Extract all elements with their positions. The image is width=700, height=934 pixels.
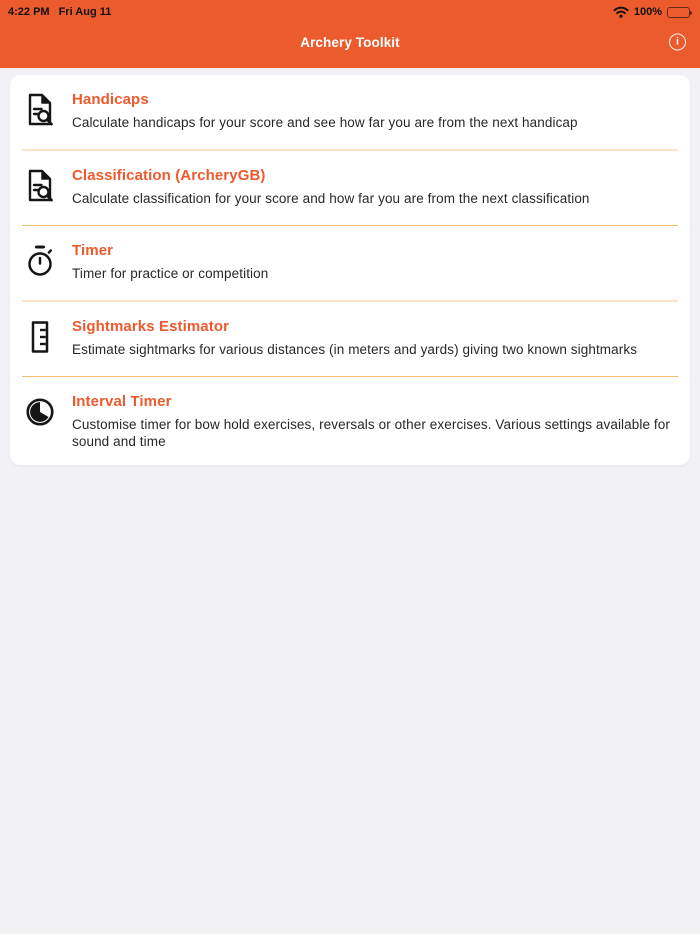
menu-item-interval-timer[interactable] bbox=[10, 377, 690, 465]
status-date: Fri Aug 11 bbox=[58, 6, 112, 18]
status-time: 4:22 PM bbox=[8, 6, 50, 18]
item-description: Calculate handicaps for your score and see how far you are from the next handicap bbox=[72, 115, 578, 130]
info-button[interactable]: i bbox=[669, 34, 686, 51]
menu-item-sightmarks[interactable] bbox=[10, 302, 690, 376]
item-title: Handicaps bbox=[72, 91, 149, 108]
menu-card bbox=[10, 75, 690, 465]
item-description: Calculate classification for your score and how far you are from the next classification bbox=[72, 191, 590, 206]
item-description: Timer for practice or competition bbox=[72, 266, 269, 281]
pie-timer-icon bbox=[24, 393, 56, 431]
app-header bbox=[0, 0, 700, 68]
ruler-icon bbox=[24, 318, 56, 356]
file-search-icon bbox=[24, 167, 56, 205]
wifi-icon bbox=[613, 6, 629, 18]
menu-item-handicaps[interactable] bbox=[10, 75, 690, 149]
battery-percent-label: 100% bbox=[633, 6, 662, 18]
status-bar bbox=[0, 0, 700, 20]
stopwatch-icon bbox=[24, 242, 56, 280]
item-title: Interval Timer bbox=[72, 393, 172, 410]
item-title: Classification (ArcheryGB) bbox=[72, 167, 266, 184]
page-title: Archery Toolkit bbox=[300, 34, 400, 50]
item-description: Estimate sightmarks for various distances (in meters and yards) giving two known sightmarks bbox=[72, 342, 638, 357]
item-description: Customise timer for bow hold exercises, reversals or other exercises. Various settings available for sound and time bbox=[72, 417, 670, 449]
menu-item-timer[interactable] bbox=[10, 226, 690, 300]
nav-bar bbox=[0, 20, 700, 64]
file-search-icon bbox=[24, 91, 56, 129]
battery-full-icon bbox=[667, 7, 690, 18]
item-title: Timer bbox=[72, 242, 114, 259]
menu-item-classification[interactable] bbox=[10, 151, 690, 225]
item-title: Sightmarks Estimator bbox=[72, 318, 230, 335]
